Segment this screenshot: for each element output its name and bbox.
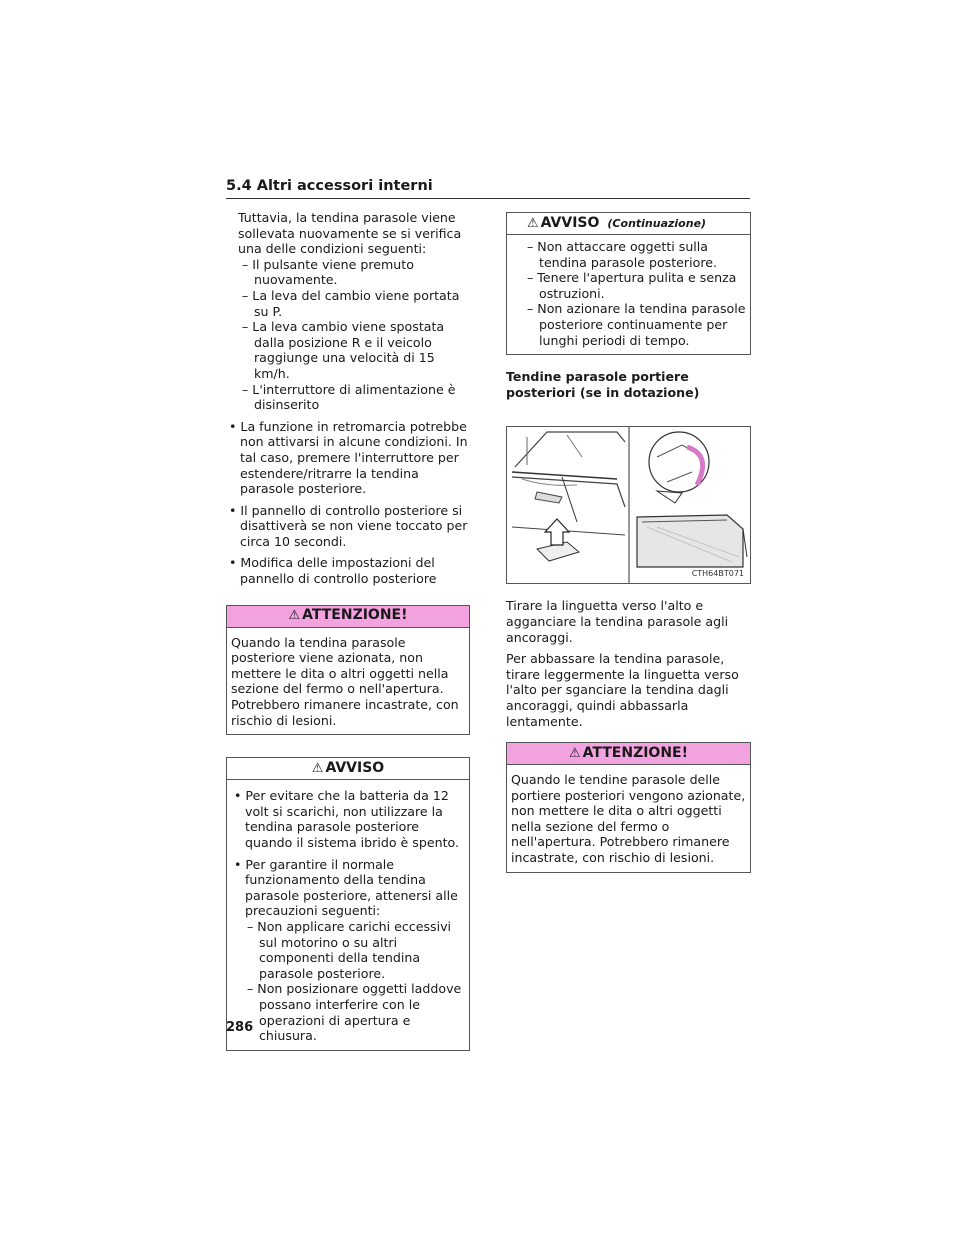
notice-dash-item: – Non attaccare oggetti sulla tendina parasole posteriore. — [527, 239, 717, 270]
notice-continued-box — [506, 212, 751, 355]
warning-icon: ⚠ — [568, 745, 581, 761]
notice-header — [227, 758, 469, 780]
caution-box — [506, 742, 751, 873]
right-column — [506, 212, 751, 873]
notice-box — [226, 757, 470, 1051]
continued-label: (Continuazione) — [607, 216, 707, 230]
intro-text: Tuttavia, la tendina parasole viene sollevata nuovamente se si verifica una delle condizioni seguenti: — [238, 210, 462, 257]
condition-item: – Il pulsante viene premuto nuovamente. — [242, 256, 414, 288]
page-number: 286 — [226, 1020, 254, 1035]
bullet-item: • La funzione in retromarcia potrebbe non attivarsi in alcune condizioni. In tal caso, premere l'interruttore per estendere/ritrarre la tendina parasole posteriore. — [229, 418, 468, 497]
caution-header — [507, 743, 750, 765]
notice-bullet: • Per evitare che la batteria da 12 volt si scarichi, non utilizzare la tendina parasole posteriore quando il sistema ibrido è spento. — [234, 788, 460, 850]
condition-item: – La leva cambio viene spostata dalla posizione R e il veicolo raggiunge una velocità di 15 km/h. — [242, 319, 445, 381]
notice-title: AVVISO — [540, 214, 600, 231]
caution-box — [226, 605, 470, 736]
warning-icon: ⚠ — [288, 608, 301, 624]
caution-title: ATTENZIONE! — [302, 607, 408, 624]
paragraph: Tirare la linguetta verso l'alto e agganciare la tendina parasole agli ancoraggi. — [506, 598, 729, 645]
illustration-svg — [507, 427, 750, 583]
notice-dash-item: – Non applicare carichi eccessivi sul motorino o su altri componenti della tendina parasole posteriore. — [247, 918, 452, 981]
caution-header — [227, 606, 469, 628]
figure-code: CTH64BT071 — [691, 568, 744, 578]
condition-item: – L'interruttore di alimentazione è disinserito — [242, 381, 456, 413]
bullet-item: • Modifica delle impostazioni del pannello di controllo posteriore — [229, 555, 437, 587]
caution-title: ATTENZIONE! — [582, 744, 689, 761]
left-column — [226, 210, 470, 1051]
bullet-item: • Il pannello di controllo posteriore si disattiverà se non viene toccato per circa 10 secondi. — [229, 502, 468, 549]
notice-dash-item: – Non azionare la tendina parasole posteriore continuamente per lunghi periodi di tempo. — [527, 301, 746, 348]
notice-title: AVVISO — [325, 759, 385, 776]
notice-dash-item: – Tenere l'apertura pulita e senza ostruzioni. — [527, 270, 737, 301]
condition-item: – La leva del cambio viene portata su P. — [242, 287, 460, 319]
notice-dash-item: – Non posizionare oggetti laddove possano interferire con le operazioni di apertura e chiusura. — [247, 981, 462, 1044]
notice-bullet: • Per garantire il normale funzionamento della tendina parasole posteriore, attenersi alle precauzioni seguenti: — [234, 856, 458, 919]
warning-icon: ⚠ — [527, 215, 539, 231]
section-title: 5.4 Altri accessori interni — [226, 178, 750, 199]
notice-header — [507, 213, 750, 235]
caution-text: Quando le tendine parasole delle portiere posteriori vengono azionate, non mettere le dita o altri oggetti nella sezione del fermo o nell'apertura. Potrebbero rimanere incastrate, con rischio di lesioni. — [511, 772, 746, 866]
subheading: Tendine parasole portiere posteriori (se in dotazione) — [506, 369, 700, 400]
warning-icon: ⚠ — [311, 760, 324, 776]
caution-text: Quando la tendina parasole posteriore viene azionata, non mettere le dita o altri oggetti nella sezione del fermo o nell'apertura. Potrebbero rimanere incastrate, con rischio di lesioni. — [231, 634, 459, 728]
paragraph: Per abbassare la tendina parasole, tirare leggermente la linguetta verso l'alto per sganciare la tendina dagli ancoraggi, quindi abbassarla lentamente. — [506, 651, 739, 729]
sunshade-illustration — [506, 426, 751, 584]
